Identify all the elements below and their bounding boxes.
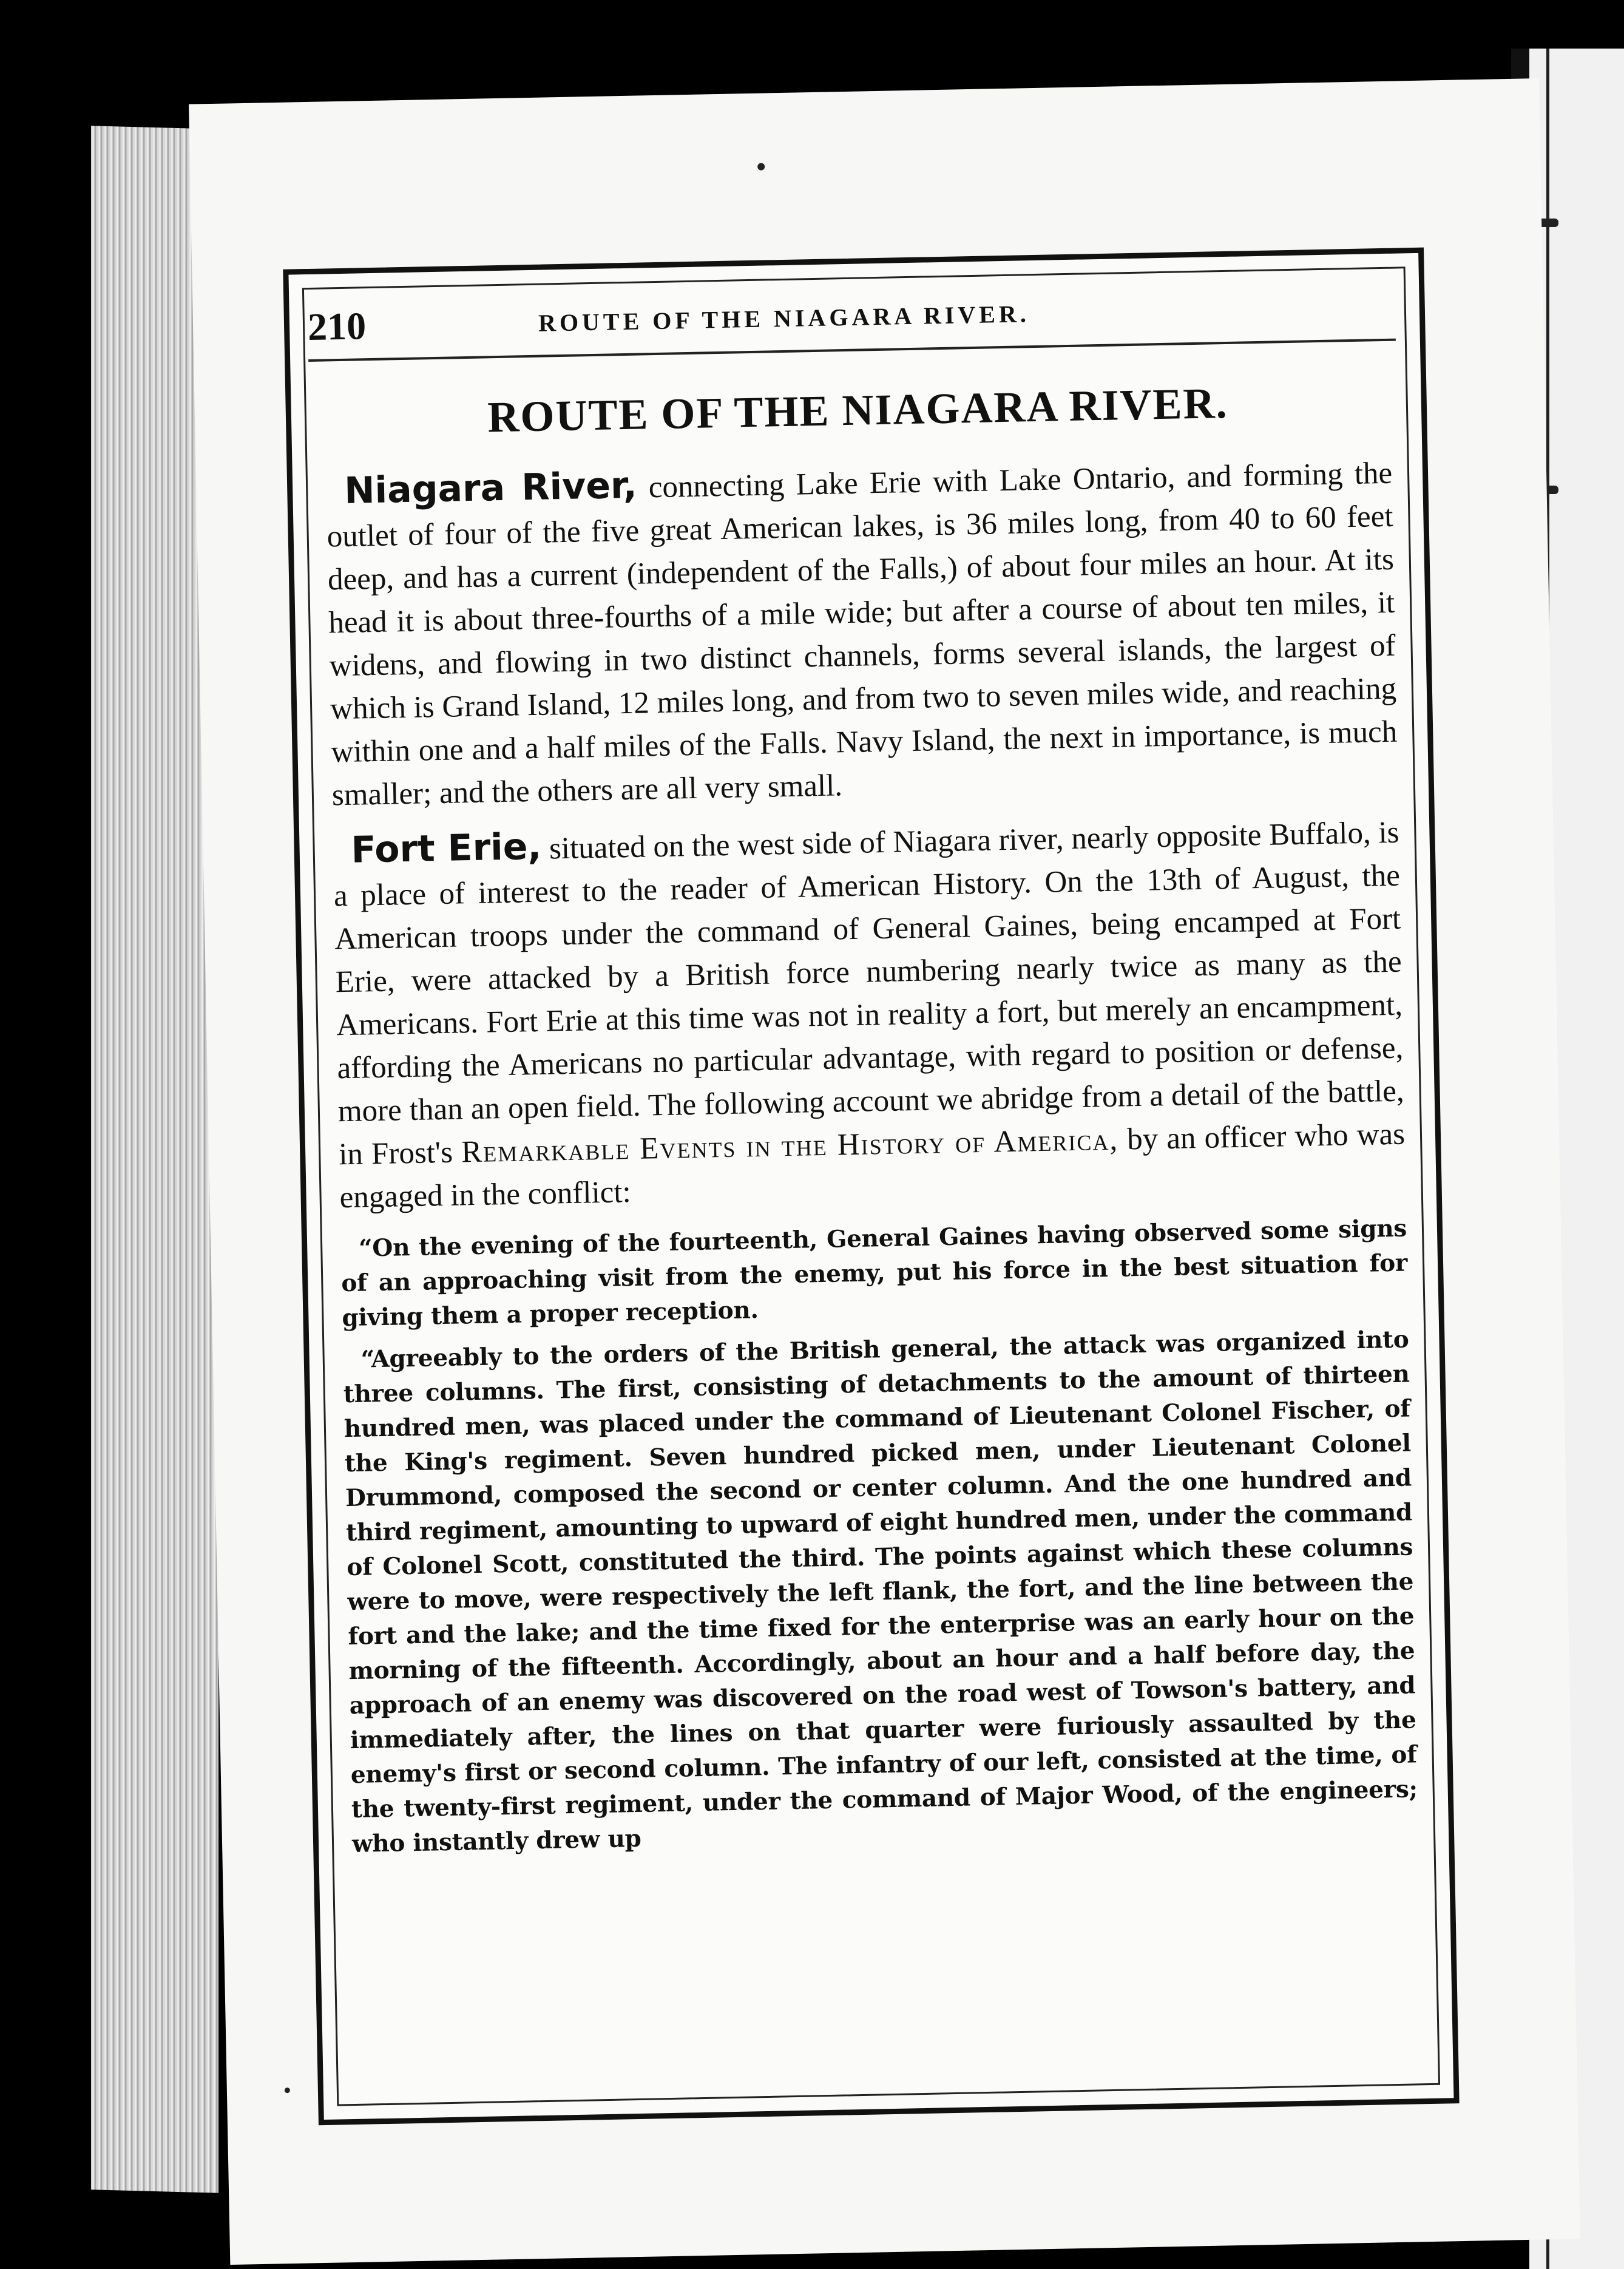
ink-speck xyxy=(757,163,765,170)
paragraph-lead-term: Fort Erie, xyxy=(351,825,542,872)
book-page xyxy=(189,78,1580,2265)
book-title-reference: Remarkable Events in the History of America, xyxy=(461,1122,1119,1170)
page-content xyxy=(324,375,1418,1869)
paragraph-text: connecting Lake Erie with Lake Ontario, and forming the outlet of four of the five great American lakes, is 36 miles long, from 40 to 60 feet deep, and has a current (independent of the Falls,) of about four miles an hour. At its head it is about three-fourths of a mile wide; but after a course of about ten miles, it widens, and flowing in two distinct channels, forms several islands, the largest of which is Grand Island, 12 miles long, and from two to seven miles wide, and reaching within one and a half miles of the Falls. Navy Island, the next in importance, is much smaller; and the others are all very small. xyxy=(326,456,1398,813)
running-head-title: ROUTE OF THE NIAGARA RIVER. xyxy=(538,300,1030,337)
paragraph-lead-term: Niagara River, xyxy=(343,464,638,512)
quoted-paragraph: “Agreeably to the orders of the British general, the attack was organized into three columns. The first, consisting of detachments to the amount of thirteen hundred men, was placed under the command of Lieutenant Colonel Fischer, of the King's regiment. Seven hundred picked men, under Lieutenant Colonel Drummond, composed the second or center column. And the one hundred and third regiment, amounting to upward of eight hundred men, under the command of Colonel Scott, constituted the third. The points against which these columns were to move, were respectively the left flank, the fort, and the line between the fort and the lake; and the time fixed for the enterprise was an early hour on the morning of the fifteenth. Accordingly, about an hour and a half before day, the approach of an enemy was discovered on the road west of Towson's battery, and immediately after, the lines on that quarter were furiously assaulted by the enemy's first or second column. The infantry of our left, consisted at the time, of the twenty-first regiment, under the command of Major Wood, of the engineers; who instantly drew up xyxy=(343,1325,1418,1859)
paragraph-niagara-river xyxy=(326,450,1399,818)
page-border-frame xyxy=(283,248,1459,2126)
paragraph-text: by an officer who was engaged in the conflict: xyxy=(339,1117,1406,1215)
paragraph-text: situated on the west side of Niagara river, nearly opposite Buffalo, is a place of interest to the reader of American History. On the 13th of August, the American troops under the command of General Gaines, being encamped at Fort Erie, were attacked by a British force numbering nearly twice as many as the Americans. Fort Erie at this time was not in reality a fort, but merely an encampment, affording the Americans no particular advantage, with regard to position or defense, more than an open field. The following account we abridge from a detail of the battle, in Frost's xyxy=(333,815,1405,1172)
quoted-paragraph: “On the evening of the fourteenth, General Gaines having observed some signs of an approaching visit from the enemy, put his force in the best situation for giving them a proper reception. xyxy=(340,1214,1408,1332)
page-number: 210 xyxy=(307,304,367,348)
article-title: ROUTE OF THE NIAGARA RIVER. xyxy=(487,378,1229,442)
ink-speck xyxy=(285,2088,290,2093)
paragraph-fort-erie xyxy=(333,809,1406,1220)
